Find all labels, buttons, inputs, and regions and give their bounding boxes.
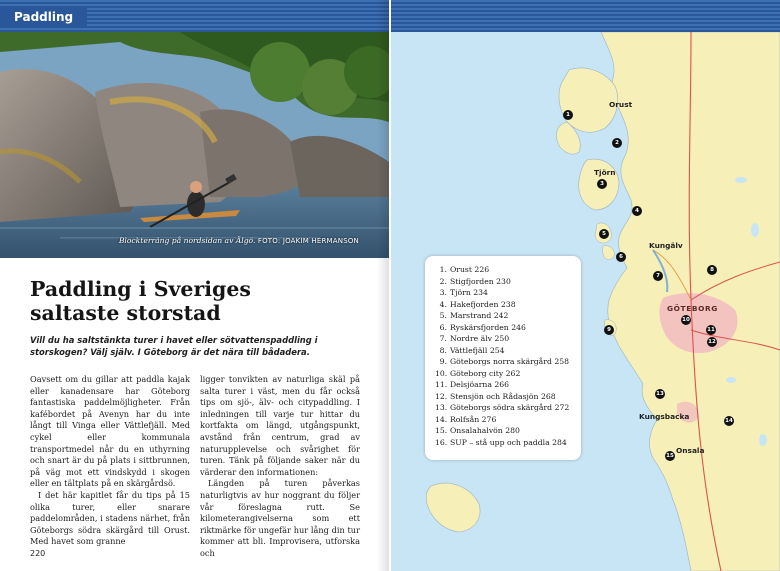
label-kungalv: Kungälv	[649, 241, 683, 250]
label-onsala: Onsala	[676, 446, 705, 455]
legend-item: 2. Stigfjorden 230	[439, 276, 511, 286]
map-marker: 2	[612, 138, 622, 148]
map-legend	[425, 256, 581, 460]
legend-item: 12. Stensjön och Rådasjön 268	[435, 391, 556, 401]
section-title: Paddling	[0, 6, 87, 28]
map-marker: 5	[599, 229, 609, 239]
body-column-1	[30, 374, 190, 548]
map-marker: 9	[604, 325, 614, 335]
legend-item: 15. Onsalahalvön 280	[435, 426, 520, 435]
map-marker: 12	[708, 339, 716, 345]
map-header-bar	[391, 0, 780, 32]
label-tjorn: Tjörn	[594, 168, 616, 177]
map-marker: 6	[616, 252, 626, 262]
legend-item: 13. Göteborgs södra skärgård 272	[435, 403, 570, 412]
legend-item: 8. Vättlefjäll 254	[439, 345, 505, 355]
legend-item: 3. Tjörn 234	[439, 288, 488, 297]
legend-item: 10. Göteborg city 262	[435, 368, 521, 378]
label-orust: Orust	[609, 100, 633, 109]
photo-caption	[119, 236, 359, 245]
legend-item: 4. Hakefjorden 238	[439, 299, 516, 309]
body-paragraph: I det här kapitlet får du tips på 15 olika turer, eller snarare paddelområden, i stadens närhet, från Göteborgs södra skärgård till Orust. Med havet som granne	[30, 489, 190, 547]
map-marker: 13	[656, 391, 664, 397]
kayak-photo	[0, 32, 389, 258]
map-marker: 11	[707, 327, 715, 333]
map-marker: 3	[597, 179, 607, 189]
legend-item: 16. SUP – stå upp och paddla 284	[435, 437, 567, 447]
legend-item: 6. Ryskärsfjorden 246	[439, 322, 526, 332]
map-page	[391, 0, 780, 571]
gutter-shadow	[377, 0, 389, 571]
headline-line-2: saltaste storstad	[30, 301, 221, 325]
map-marker: 8	[707, 265, 717, 275]
legend-item: 1. Orust 226	[439, 265, 490, 274]
map-marker: 4	[632, 206, 642, 216]
article-intro: Vill du ha saltstänkta turer i havet eller sötvattenspaddling i storskogen? Välj själv. I Göteborg är det nära till bådadera.	[30, 335, 318, 357]
map-marker: 7	[653, 271, 663, 281]
label-goteborg: GÖTEBORG	[667, 304, 718, 313]
page-number: 220	[30, 549, 46, 558]
legend-item: 14. Rolfsån 276	[435, 414, 497, 424]
body-paragraph: ligger tonvikten av naturliga skäl på salta turer i väst, men du får också tips om sjö-, älv- och citypaddling. I inledningen till varje tur hittar du kortfakta om längd, utgångspunkt, avstånd från centrum, grad av naturupplevelse och svårighet för turen. Tänk på följande saker när du värderar den informationen:	[200, 374, 360, 477]
left-page	[0, 0, 389, 571]
body-column-2	[200, 374, 360, 560]
label-kungsbacka: Kungsbacka	[639, 412, 690, 421]
headline-line-1: Paddling i Sveriges	[30, 277, 251, 301]
map-marker: 1	[563, 110, 573, 120]
photo-credit: FOTO: JOAKIM HERMANSON	[257, 237, 359, 245]
photo-caption-text: Blockterräng på nordsidan av Älgö.	[118, 236, 256, 245]
body-paragraph: Oavsett om du gillar att paddla kajak eller kanadensare har Göteborg fantastiska paddelmöjligheter. Från kafébordet på Avenyn har du inte långt till Vinga eller Vättlefjäll. Med cykel eller kommunala transportmedel når du en uthyrning och snart är du på plats i sittbrunnen, på väg mot ett vindskydd i skogen eller en tältplats på en skärgårdsö.	[30, 374, 190, 489]
legend-item: 5. Marstrand 242	[439, 311, 509, 320]
map-marker: 14	[725, 418, 733, 424]
body-paragraph: Längden på turen påverkas naturligtvis av hur noggrant du följer vår föreslagna rutt. Se kilometerangivelserna som ett riktmärke för ungefär hur lång din tur kommer att bli. Improvisera, utforska och	[200, 478, 360, 558]
article-headline	[30, 277, 370, 325]
map-marker: 10	[682, 317, 690, 323]
legend-item: 9. Göteborgs norra skärgård 258	[439, 357, 569, 366]
map-marker: 15	[666, 453, 674, 459]
legend-item: 11. Delsjöarna 266	[435, 380, 510, 389]
legend-item: 7. Nordre älv 250	[439, 334, 510, 343]
